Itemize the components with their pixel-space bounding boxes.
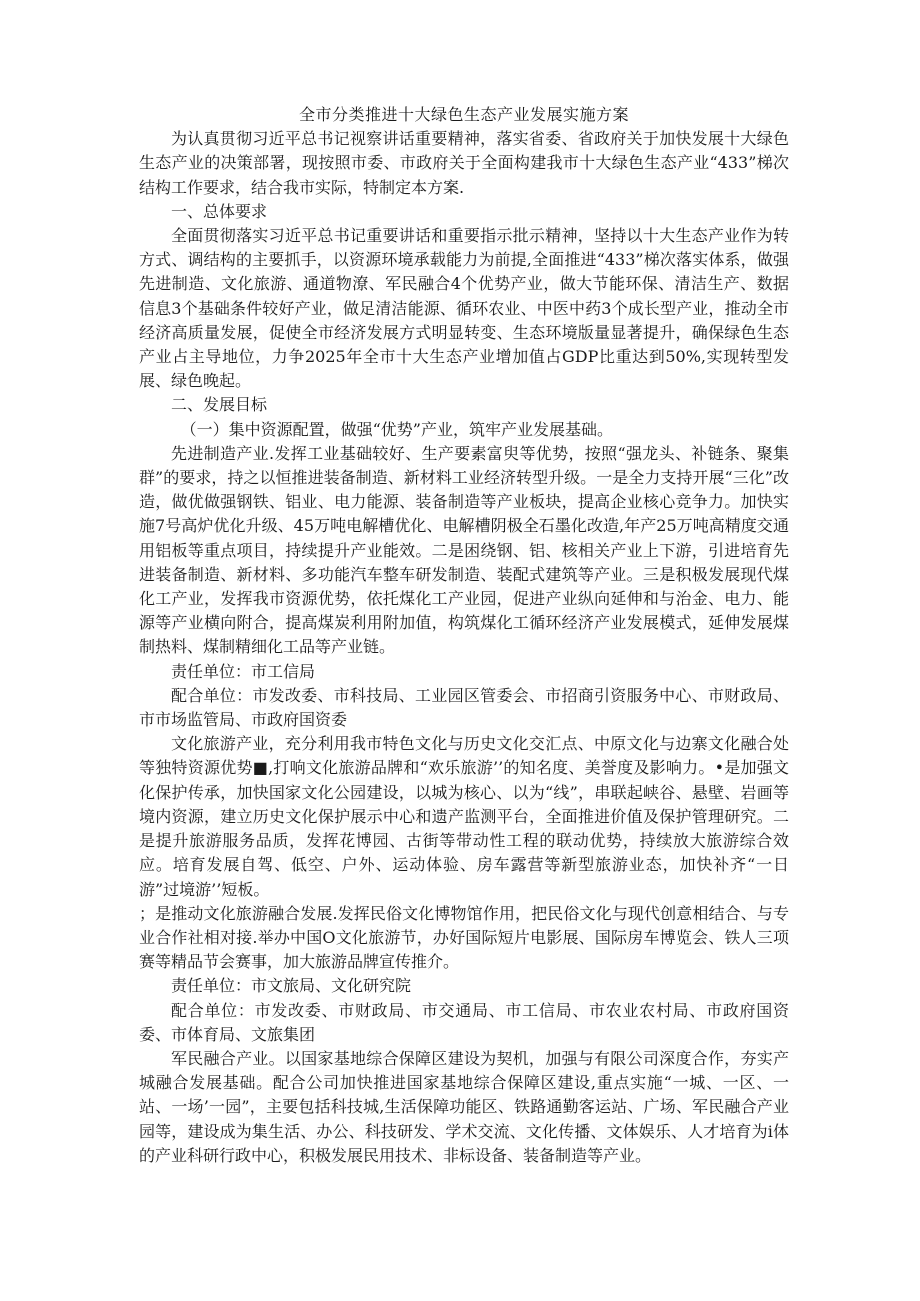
responsible-unit-tourism: 责任单位：市文旅局、文化研究院	[171, 976, 412, 996]
section-heading-development-goals: 二、发展目标	[171, 395, 268, 415]
culture-tourism-paragraph: 文化旅游产业，充分利用我市特色文化与历史文化交汇点、中原文化与边寨文化融合处等独特资源优势■,打响文化旅游品牌和“欢乐旅游’’的知名度、美誉度及影响力。•是加强文化保护传承，加快国家文化公园建设，以城为核心、以为“线”，串联起峡谷、悬壁、岩画等境内资源，建立历史文化保护展示中心和遗产监测平台，全面推进价值及保护管理研究。二是提升旅游服务品质，发挥花博园、古街等带动性工程的联动优势，持续放大旅游综合效应。培育发展自驾、低空、户外、运动体验、房车露营等新型旅游业态，加快补齐“一日游”过境游’’短板。	[139, 734, 789, 899]
military-civil-fusion-paragraph: 军民融合产业。以国家基地综合保障区建设为契机，加强与有限公司深度合作，夯实产城融合发展基础。配合公司加快推进国家基地综合保障区建设,重点实施“一城、一区、一站、一场’一园”，主要包括科技城,生活保障功能区、铁路通勤客运站、广场、军民融合产业园等，建设成为集生活、办公、科技研发、学术交流、文化传播、文体娱乐、人才培育为i体的产业科研行政中心，积极发展民用技术、非标设备、装备制造等产业。	[139, 1048, 789, 1165]
document-title: 全市分类推进十大绿色生态产业发展实施方案	[298, 105, 629, 124]
intro-paragraph: 为认真贯彻习近平总书记视察讲话重要精神，落实省委、省政府关于加快发展十大绿色生态产业的决策部署，现按照市委、市政府关于全面构建我市十大绿色生态产业“433”梯次结构工作要求，结合我市实际，特制定本方案.	[139, 129, 789, 197]
culture-tourism-paragraph-continued: ；是推动文化旅游融合发展.发挥民俗文化博物馆作用，把民俗文化与现代创意相结合、与专业合作社相对接.举办中国O文化旅游节，办好国际短片电影展、国际房车博览会、铁人三项赛等精品节会赛事，加大旅游品牌宣传推介。	[139, 903, 789, 972]
document-body	[139, 103, 789, 1168]
section-heading-general-requirements: 一、总体要求	[171, 201, 268, 221]
general-requirements-paragraph: 全面贯彻落实习近平总书记重要讲话和重要指示批示精神，坚持以十大生态产业作为转方式、调结构的主要抓手，以资源环境承载能力为前提,全面推进“433”梯次落实体系，做强先进制造、文化旅游、通道物潦、军民融合4个优势产业，做大节能环保、清洁生产、数据信息3个基础条件较好产业，做足清洁能源、循环农业、中医中药3个成长型产业，推动全市经济高质量发展，促使全市经济发展方式明显转变、生态环境版量显著提升，确保绿色生态产业占主导地位，力争2025年全市十大生态产业增加值占GDP比重达到50%,实现转型发展、绿色晚起。	[139, 226, 789, 391]
subsection-heading-advantage-industries: （一）集中资源配置，做强“优势”产业，筑牢产业发展基础。	[180, 419, 613, 439]
responsible-unit-manufacturing: 责任单位：市工信局	[171, 661, 316, 681]
cooperating-units-manufacturing: 配合单位：市发改委、市科技局、工业园区管委会、市招商引资服务中心、市财政局、市市场监管局、市政府国资委	[139, 685, 789, 730]
cooperating-units-tourism: 配合单位：市发改委、市财政局、市交通局、市工信局、市农业农村局、市政府国资委、市体育局、文旅集团	[139, 1000, 789, 1044]
advanced-manufacturing-paragraph: 先进制造产业.发挥工业基础较好、生产要素富臾等优势，按照“强龙头、补链条、聚集群”的要求，持之以恒推进装备制造、新材料工业经济转型升级。一是全力支持开展“三化”改造，做优做强钢铁、铝业、电力能源、装备制造等产业板块，提高企业核心竞争力。加快实施7号高炉优化升级、45万吨电解槽优化、电解槽阴极全石墨化改造,年产25万吨高精度交通用铝板等重点项目，持续提升产业能效。二是困绕钢、铝、核相关产业上下游，引进培育先进装备制造、新材料、多功能汽车整车研发制造、装配式建筑等产业。三是积极发展现代煤化工产业，发挥我市资源优势，依托煤化工产业园，促进产业纵向延伸和与治金、电力、能源等产业横向附合，提高煤炭利用附加值，构筑煤化工循环经济产业发展模式，延伸发展煤制热料、煤制精细化工品等产业链。	[139, 443, 789, 657]
